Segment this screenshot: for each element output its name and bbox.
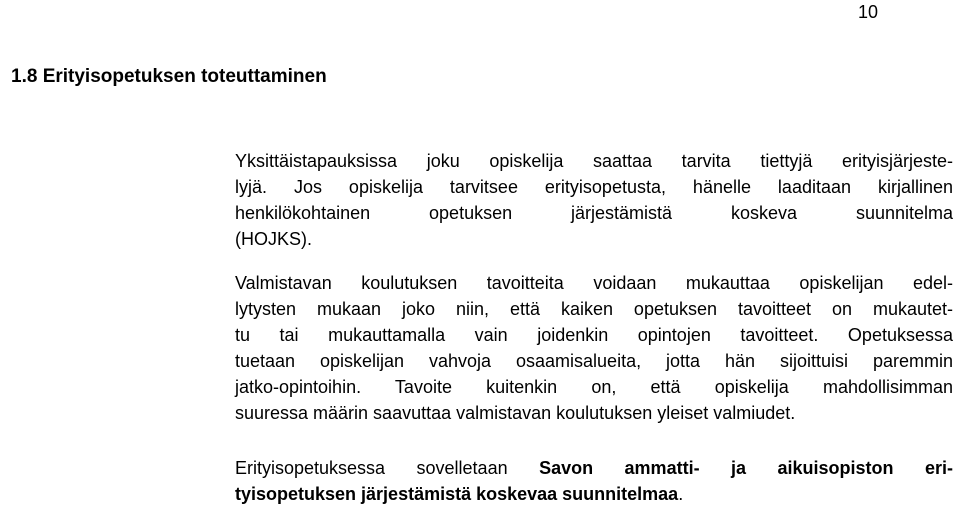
paragraph-line: lyjä. Jos opiskelija tarvitsee erityisopetusta, hänelle laaditaan kirjallinen	[235, 177, 953, 197]
paragraph-line: suuressa määrin saavuttaa valmistavan koulutuksen yleiset valmiudet.	[235, 403, 796, 423]
paragraph-line: jatko-opintoihin. Tavoite kuitenkin on, että opiskelija mahdollisimman	[235, 377, 953, 397]
paragraph-goals	[235, 270, 953, 426]
plan-reference-title: Savon ammatti- ja aikuisopiston eri-	[539, 458, 953, 478]
paragraph-line: lytysten mukaan joko niin, että kaiken opetuksen tavoitteet on mukautet-	[235, 299, 953, 319]
paragraph-line: Valmistavan koulutuksen tavoitteita voidaan mukauttaa opiskelijan edel-	[235, 273, 953, 293]
section-heading: 1.8 Erityisopetuksen toteuttaminen	[11, 66, 327, 87]
paragraph-hojks	[235, 148, 953, 252]
plan-reference-prefix: Erityisopetuksessa sovelletaan	[235, 458, 540, 478]
paragraph-line: tuetaan opiskelijan vahvoja osaamisalueita, jotta hän sijoittuisi paremmin	[235, 351, 953, 371]
paragraph-plan-reference	[235, 455, 953, 507]
paragraph-line: Yksittäistapauksissa joku opiskelija saattaa tarvita tiettyjä erityisjärjeste-	[235, 151, 953, 171]
paragraph-line: henkilökohtainen opetuksen järjestämistä koskeva suunnitelma	[235, 203, 953, 223]
plan-reference-title: tyisopetuksen järjestämistä koskevaa suunnitelmaa	[235, 484, 679, 504]
page-number: 10	[857, 2, 878, 22]
paragraph-line	[235, 455, 953, 481]
paragraph-line: (HOJKS).	[235, 229, 313, 249]
plan-reference-suffix: .	[678, 484, 684, 504]
paragraph-line: tu tai mukauttamalla vain joidenkin opintojen tavoitteet. Opetuksessa	[235, 325, 953, 345]
paragraph-line	[235, 481, 953, 507]
